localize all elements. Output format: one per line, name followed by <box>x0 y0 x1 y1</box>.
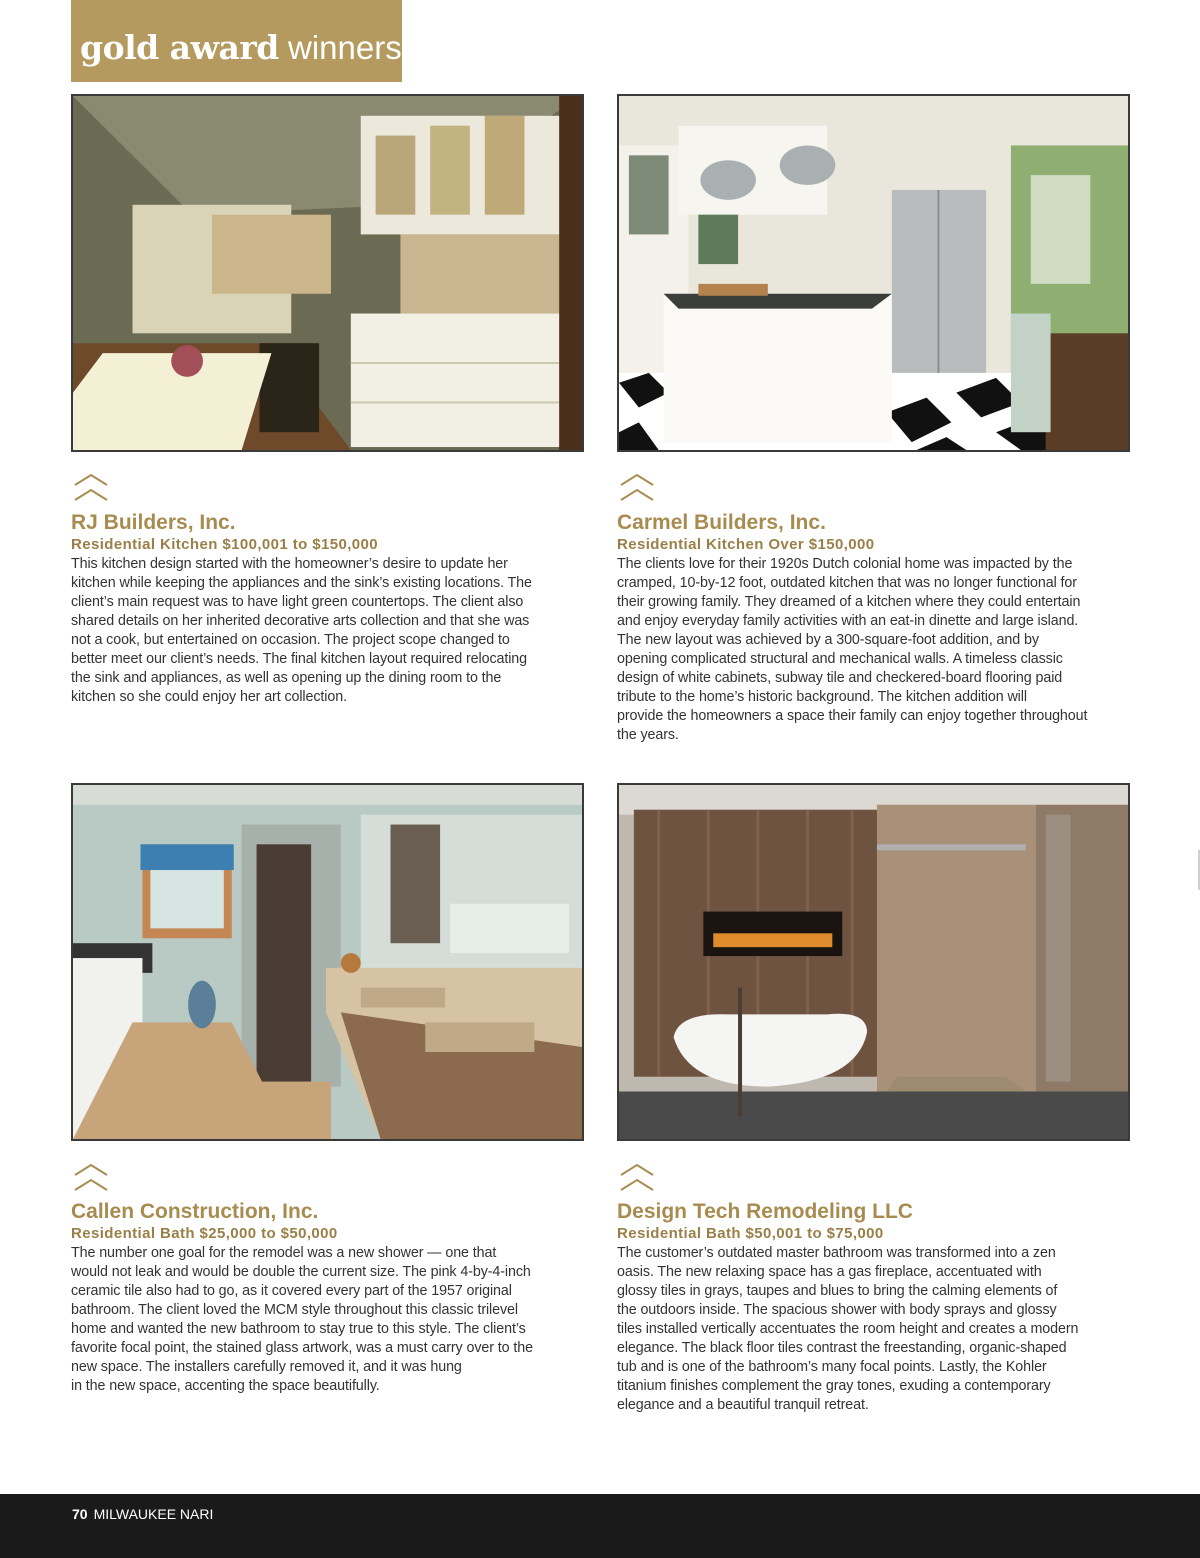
description-line: elegance and a beautiful tranquil retreat. <box>617 1397 869 1413</box>
description-line: provide the homeowners a space their family can enjoy together throughout <box>617 708 1088 724</box>
description-line: cramped, 10-by-12 foot, outdated kitchen that was no longer functional for <box>617 575 1077 591</box>
description-line: new space. The installers carefully removed it, and it was hung <box>71 1359 462 1375</box>
description-line: kitchen so she could enjoy her art collection. <box>71 689 347 705</box>
description-line: The number one goal for the remodel was a new shower — one that <box>71 1245 497 1261</box>
chevron-up-icon <box>617 1163 657 1193</box>
description-line: favorite focal point, the stained glass artwork, was a must carry over to the <box>71 1340 533 1356</box>
page-number: 70 <box>72 1506 88 1522</box>
description-line: tribute to the home’s historic background. The kitchen addition will <box>617 689 1027 705</box>
description-line: The clients love for their 1920s Dutch colonial home was impacted by the <box>617 556 1073 572</box>
award-category: Residential Bath $25,000 to $50,000 <box>71 1225 338 1242</box>
description-line: opening complicated structural and mechanical walls. A timeless classic <box>617 651 1063 667</box>
description-line: The new layout was achieved by a 300-square-foot addition, and by <box>617 632 1039 648</box>
description-line: titanium finishes complement the gray tones, exuding a contemporary <box>617 1378 1051 1394</box>
page-title <box>80 28 402 68</box>
bathroom-photo-callen-construction <box>71 783 584 1141</box>
description-line: The customer’s outdated master bathroom was transformed into a zen <box>617 1245 1056 1261</box>
chevron-up-icon <box>617 473 657 503</box>
description-line: design of white cabinets, subway tile and checkered-board flooring paid <box>617 670 1063 686</box>
description-line: the years. <box>617 727 679 743</box>
project-description <box>71 555 591 707</box>
kitchen-photo-carmel-builders <box>617 94 1130 452</box>
award-category: Residential Kitchen Over $150,000 <box>617 536 875 553</box>
description-line: home and wanted the new bathroom to stay true to this style. The client’s <box>71 1321 526 1337</box>
company-name: Design Tech Remodeling LLC <box>617 1200 913 1223</box>
description-line: not a cook, but entertained on occasion. The project scope changed to <box>71 632 510 648</box>
footer-text <box>72 1505 213 1523</box>
description-line: ceramic tile also had to go, as it covered every part of the 1957 original <box>71 1283 512 1299</box>
project-description <box>617 555 1137 745</box>
award-category: Residential Bath $50,001 to $75,000 <box>617 1225 884 1242</box>
page-title-bold: gold award <box>80 28 279 67</box>
chevron-up-icon <box>71 1163 111 1193</box>
award-category: Residential Kitchen $100,001 to $150,000 <box>71 536 378 553</box>
kitchen-photo-rj-builders <box>71 94 584 452</box>
company-name: RJ Builders, Inc. <box>71 511 236 534</box>
description-line: and enjoy everyday family activities with an eat-in dinette and large island. <box>617 613 1079 629</box>
description-line: better meet our client’s needs. The final kitchen layout required relocating <box>71 651 527 667</box>
description-line: shared details on her inherited decorative arts collection and that she was <box>71 613 530 629</box>
company-name: Callen Construction, Inc. <box>71 1200 319 1223</box>
description-line: client’s main request was to have light green countertops. The client also <box>71 594 524 610</box>
chevron-up-icon <box>71 473 111 503</box>
description-line: elegance. The black floor tiles contrast the freestanding, organic-shaped <box>617 1340 1067 1356</box>
description-line: would not leak and would be double the current size. The pink 4-by-4-inch <box>71 1264 531 1280</box>
description-line: the outdoors inside. The spacious shower with body sprays and glossy <box>617 1302 1057 1318</box>
description-line: in the new space, accenting the space beautifully. <box>71 1378 380 1394</box>
project-description <box>617 1244 1137 1415</box>
footer-bar <box>0 1494 1200 1558</box>
description-line: tiles installed vertically accentuates the room height and creates a modern <box>617 1321 1079 1337</box>
project-description <box>71 1244 591 1396</box>
description-line: the sink and appliances, as well as opening up the dining room to the <box>71 670 502 686</box>
description-line: oasis. The new relaxing space has a gas fireplace, accentuated with <box>617 1264 1042 1280</box>
description-line: their growing family. They dreamed of a kitchen where they could entertain <box>617 594 1081 610</box>
description-line: This kitchen design started with the homeowner’s desire to update her <box>71 556 508 572</box>
page-title-light: winners <box>288 29 402 66</box>
description-line: bathroom. The client loved the MCM style throughout this classic trilevel <box>71 1302 518 1318</box>
publication-name: MILWAUKEE NARI <box>93 1506 214 1522</box>
description-line: kitchen while keeping the appliances and the sink’s existing locations. The <box>71 575 532 591</box>
description-line: tub and is one of the bathroom’s many focal points. Lastly, the Kohler <box>617 1359 1047 1375</box>
bathroom-photo-design-tech <box>617 783 1130 1141</box>
description-line: glossy tiles in grays, taupes and blues to bring the calming elements of <box>617 1283 1058 1299</box>
company-name: Carmel Builders, Inc. <box>617 511 826 534</box>
